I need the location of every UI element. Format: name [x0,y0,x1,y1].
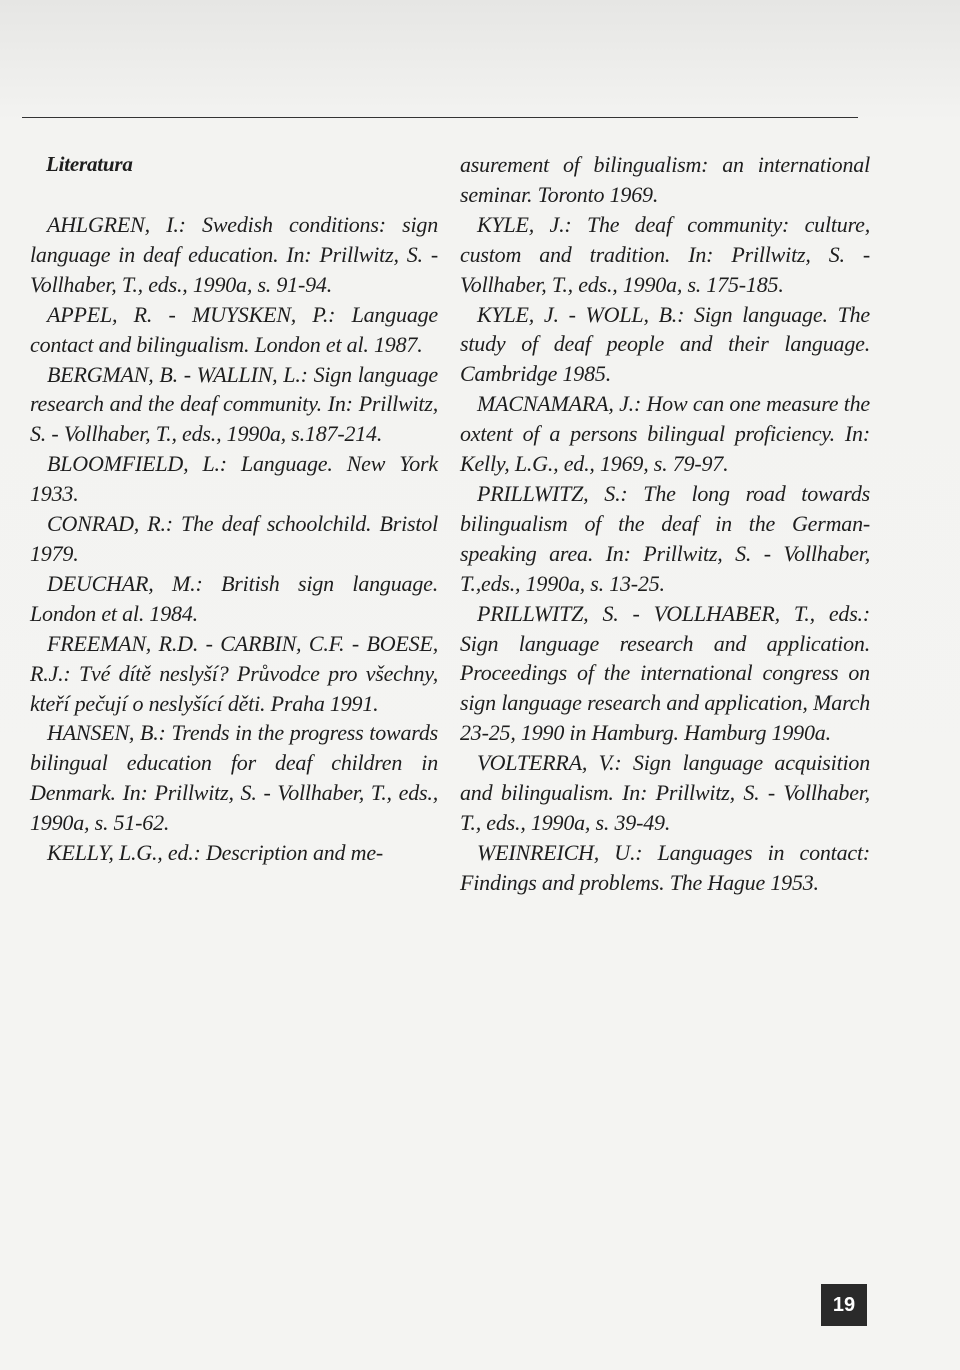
left-column [30,150,438,868]
reference-entry: BERGMAN, B. - WALLIN, L.: Sign language research and the deaf community. In: Prillwitz, S. - Vollhaber, T., eds., 1990a, s.187-214. [30,361,438,447]
section-heading: Literatura [46,152,133,176]
reference-entry: DEUCHAR, M.: British sign language. London et al. 1984. [30,570,438,626]
reference-entry: APPEL, R. - MUYSKEN, P.: Language contact and bilingualism. London et al. 1987. [30,301,438,357]
reference-entry: PRILLWITZ, S. - VOLLHABER, T., eds.: Sign language research and application. Proceedings of the international congress on sign language research and application, March 23-25, 1990 in Hamburg. Hamburg 1990a. [460,600,870,746]
right-column [460,150,870,898]
reference-entry: MACNAMARA, J.: How can one measure the oxtent of a persons bilingual proficiency. In: Kelly, L.G., ed., 1969, s. 79-97. [460,391,870,477]
reference-entry: KELLY, L.G., ed.: Description and me- [47,840,384,866]
top-rule [22,117,858,118]
page-number-badge: 19 [821,1284,867,1326]
reference-entry: KYLE, J.: The deaf community: culture, custom and tradition. In: Prillwitz, S. - Vollhaber, T., eds., 1990a, s. 175-185. [460,211,870,297]
reference-entry: CONRAD, R.: The deaf schoolchild. Bristol 1979. [30,511,438,566]
reference-entry: VOLTERRA, V.: Sign language acquisition and bilingualism. In: Prillwitz, S. - Vollhaber, T., eds., 1990a, s. 39-49. [460,750,870,835]
reference-entry: WEINREICH, U.: Languages in contact: Findings and problems. The Hague 1953. [460,839,870,895]
reference-entry: HANSEN, B.: Trends in the progress towards bilingual education for deaf children in Denmark. In: Prillwitz, S. - Vollhaber, T., eds., 1990a, s. 51-62. [30,720,438,836]
reference-entry: AHLGREN, I.: Swedish conditions: sign language in deaf education. In: Prillwitz, S. - Vollhaber, T., eds., 1990a, s. 91-94. [30,212,438,297]
reference-entry: BLOOMFIELD, L.: Language. New York 1933. [30,451,438,507]
reference-entry: PRILLWITZ, S.: The long road towards bilingualism of the deaf in the German-speaking area. In: Prillwitz, S. - Vollhaber, T.,eds., 1990a, s. 13-25. [460,480,870,596]
reference-continuation: asurement of bilingualism: an international seminar. Toronto 1969. [460,152,870,207]
reference-entry: FREEMAN, R.D. - CARBIN, C.F. - BOESE, R.J.: Tvé dítě neslyší? Průvodce pro všechny, kteří pečují o neslyšící děti. Praha 1991. [30,630,438,716]
reference-entry: KYLE, J. - WOLL, B.: Sign language. The study of deaf people and their language. Cambridge 1985. [460,301,870,387]
